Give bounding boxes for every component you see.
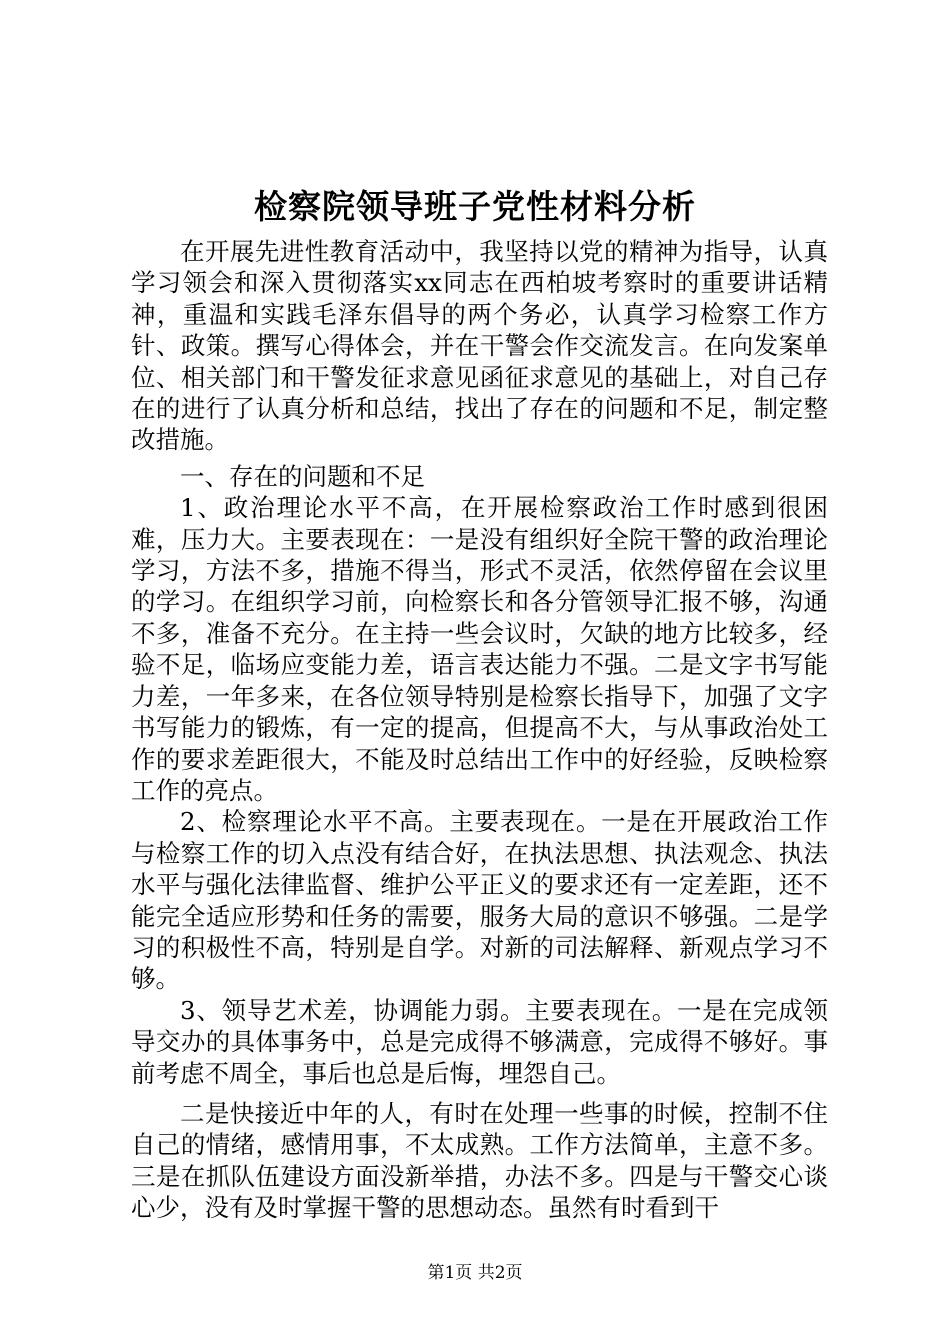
document-body	[131, 236, 828, 1224]
paragraph-item-1: 1、政治理论水平不高，在开展检察政治工作时感到很困难，压力大。主要表现在：一是没有组织好全院干警的政治理论学习，方法不多，措施不得当，形式不灵活，依然停留在会议里的学习。在组织学习前，向检察长和各分管领导汇报不够，沟通不多，准备不充分。在主持一些会议时，欠缺的地方比较多，经验不足，临场应变能力差，语言表达能力不强。二是文字书写能力差，一年多来，在各位领导特别是检察长指导下，加强了文字书写能力的锻炼，有一定的提高，但提高不大，与从事政治处工作的要求差距很大，不能及时总结出工作中的好经验，反映检察工作的亮点。	[131, 493, 828, 805]
paragraph-item-2: 2、检察理论水平不高。主要表现在。一是在开展政治工作与检察工作的切入点没有结合好，在执法思想、执法观念、执法水平与强化法律监督、维护公平正义的要求还有一定差距，还不能完全适应形势和任务的需要，服务大局的意识不够强。二是学习的积极性不高，特别是自学。对新的司法解释、新观点学习不够。	[131, 807, 828, 994]
paragraph-continuation: 二是快接近中年的人，有时在处理一些事的时候，控制不住自己的情绪，感情用事，不太成熟。工作方法简单，主意不多。三是在抓队伍建设方面没新举措，办法不多。四是与干警交心谈心少，没有及时掌握干警的思想动态。虽然有时看到干	[131, 1098, 828, 1223]
page-number: 第1页 共2页	[427, 1263, 523, 1283]
paragraph-intro: 在开展先进性教育活动中，我坚持以党的精神为指导，认真学习领会和深入贯彻落实xx同志在西柏坡考察时的重要讲话精神，重温和实践毛泽东倡导的两个务必，认真学习检察工作方针、政策。撰写心得体会，并在干警会作交流发言。在向发案单位、相关部门和干警发征求意见函征求意见的基础上，对自己存在的进行了认真分析和总结，找出了存在的问题和不足，制定整改措施。	[131, 237, 828, 455]
paragraph-item-3: 3、领导艺术差，协调能力弱。主要表现在。一是在完成领导交办的具体事务中，总是完成得不够满意，完成得不够好。事前考虑不周全，事后也总是后悔，埋怨自己。	[131, 995, 828, 1088]
section-heading: 一、存在的问题和不足	[180, 461, 425, 491]
document-title: 检察院领导班子党性材料分析	[254, 187, 696, 226]
